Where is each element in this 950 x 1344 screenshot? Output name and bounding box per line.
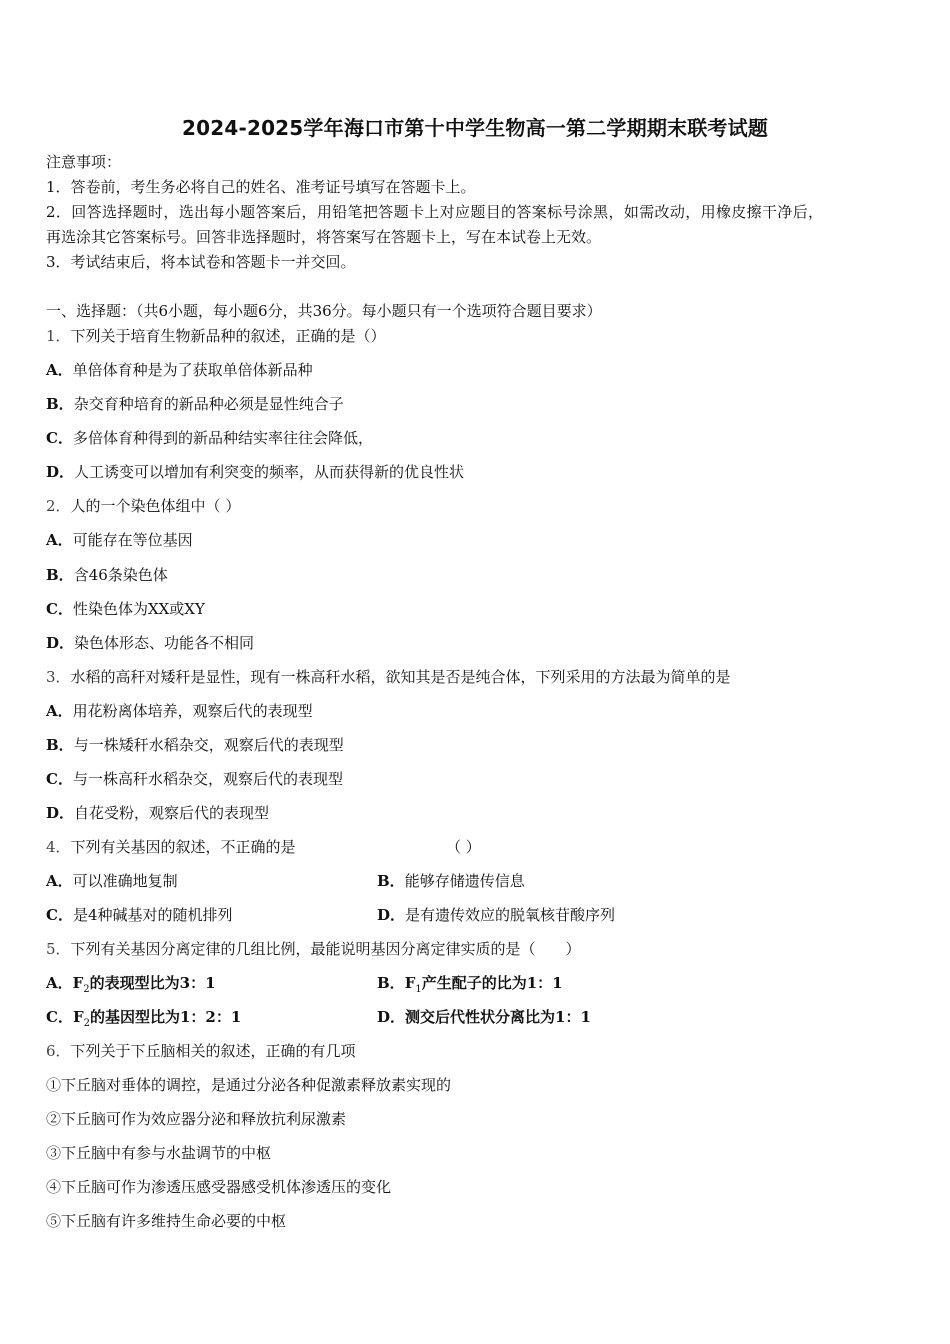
q5-option-c	[46, 1007, 241, 1027]
q1-option-b	[46, 394, 344, 414]
option-text: 能够存储遗传信息	[404, 872, 525, 890]
option-text-prefix: F	[404, 974, 416, 992]
question-5-stem	[46, 939, 581, 959]
q3-option-a	[46, 701, 313, 721]
q6-statement-2: ②下丘脑可作为效应器分泌和释放抗利尿激素	[46, 1110, 347, 1128]
question-number: 1．	[46, 327, 71, 345]
option-text: 多倍体育种得到的新品种结实率往往会降低，	[72, 429, 373, 447]
q5-option-d	[377, 1007, 591, 1027]
option-text: 含46条染色体	[73, 566, 168, 584]
section-heading: 一、选择题：（共6小题，每小题6分，共36分。每小题只有一个选项符合题目要求）	[46, 302, 602, 320]
option-letter: A．	[46, 872, 73, 890]
question-number: 5．	[46, 940, 71, 958]
q5-option-a	[46, 973, 216, 993]
option-subscript: 1	[415, 984, 422, 995]
q6-statement-4: ④下丘脑可作为渗透压感受器感受机体渗透压的变化	[46, 1178, 392, 1196]
question-text: 下列关于培育生物新品种的叙述，正确的是（）	[70, 327, 386, 345]
option-text: 人工诱变可以增加有利突变的频率，从而获得新的优良性状	[74, 463, 465, 481]
q4-option-d	[377, 905, 615, 925]
option-text: 单倍体育种是为了获取单倍体新品种	[72, 361, 313, 379]
question-number: 4．	[46, 838, 71, 856]
option-letter: A．	[46, 531, 73, 549]
q2-option-d	[46, 633, 254, 653]
option-letter: A．	[46, 974, 73, 992]
option-letter: D．	[377, 1008, 406, 1026]
notice-item-3: 3．考试结束后，将本试卷和答题卡一并交回。	[46, 253, 356, 271]
q2-option-a	[46, 530, 193, 550]
option-letter: D．	[46, 463, 75, 481]
option-letter: C．	[46, 1008, 73, 1026]
option-text: 产生配子的比为1：1	[421, 974, 563, 992]
option-letter: C．	[46, 906, 73, 924]
question-3-stem	[46, 667, 731, 687]
option-text: 染色体形态、功能各不相同	[74, 634, 255, 652]
option-letter: B．	[46, 736, 74, 754]
option-letter: B．	[46, 566, 74, 584]
question-number: 6．	[46, 1042, 71, 1060]
question-4-stem	[46, 837, 296, 857]
q1-option-a	[46, 360, 313, 380]
option-text: 是4种碱基对的随机排列	[72, 906, 233, 924]
q6-statement-5: ⑤下丘脑有许多维持生命必要的中枢	[46, 1212, 287, 1230]
q1-option-c	[46, 428, 373, 448]
q2-option-b	[46, 565, 168, 585]
option-letter: A．	[46, 361, 73, 379]
q3-option-d	[46, 803, 269, 823]
option-text: 是有遗传效应的脱氧核苷酸序列	[405, 906, 616, 924]
notice-item-2-cont: 再选涂其它答案标号。回答非选择题时，将答案写在答题卡上，写在本试卷上无效。	[46, 228, 602, 246]
question-4-bracket: （ ）	[446, 838, 481, 856]
q2-option-c	[46, 599, 205, 619]
option-text: 测交后代性状分离比为1：1	[405, 1008, 591, 1026]
option-letter: A．	[46, 702, 73, 720]
option-text: 与一株矮秆水稻杂交，观察后代的表现型	[73, 736, 344, 754]
question-number: 3．	[46, 668, 71, 686]
question-text: 下列关于下丘脑相关的叙述，正确的有几项	[70, 1042, 356, 1060]
q6-statement-1: ①下丘脑对垂体的调控，是通过分泌各种促激素释放素实现的	[46, 1076, 452, 1094]
q4-option-c	[46, 905, 233, 925]
option-subscript: 2	[83, 984, 90, 995]
question-6-stem	[46, 1041, 356, 1061]
option-text: 与一株高秆水稻杂交，观察后代的表现型	[72, 770, 343, 788]
option-text-prefix: F	[72, 1008, 84, 1026]
option-subscript: 2	[83, 1018, 90, 1029]
option-letter: D．	[46, 634, 75, 652]
option-text: 的基因型比为1：2：1	[89, 1008, 242, 1026]
option-text: 自花受粉，观察后代的表现型	[74, 804, 270, 822]
q4-option-a	[46, 871, 178, 891]
option-text: 可能存在等位基因	[72, 531, 193, 549]
option-text-prefix: F	[72, 974, 84, 992]
question-2-stem	[46, 496, 240, 516]
q4-option-b	[377, 871, 525, 891]
question-text: 下列有关基因分离定律的几组比例，最能说明基因分离定律实质的是（ ）	[70, 940, 581, 958]
question-text: 水稻的高秆对矮秆是显性，现有一株高秆水稻，欲知其是否是纯合体，下列采用的方法最为简单的是	[70, 668, 731, 686]
exam-title: 2024-2025学年海口市第十中学生物高一第二学期期末联考试题	[181, 116, 769, 140]
option-text: 可以准确地复制	[72, 872, 178, 890]
option-text: 杂交育种培育的新品种必须是显性纯合子	[73, 395, 344, 413]
option-text: 性染色体为XX或XY	[72, 600, 205, 618]
option-text: 用花粉离体培养，观察后代的表现型	[72, 702, 313, 720]
option-letter: B．	[377, 974, 405, 992]
option-letter: B．	[46, 395, 74, 413]
q6-statement-3: ③下丘脑中有参与水盐调节的中枢	[46, 1144, 272, 1162]
option-letter: D．	[377, 906, 406, 924]
option-text: 的表现型比为3：1	[89, 974, 216, 992]
option-letter: C．	[46, 429, 73, 447]
question-text: 下列有关基因的叙述，不正确的是	[70, 838, 296, 856]
notice-item-1: 1．答卷前，考生务必将自己的姓名、准考证号填写在答题卡上。	[46, 178, 476, 196]
question-text: 人的一个染色体组中（ ）	[70, 497, 241, 515]
q3-option-b	[46, 735, 344, 755]
q5-option-b	[377, 973, 563, 993]
option-letter: B．	[377, 872, 405, 890]
notice-heading: 注意事项：	[46, 153, 122, 171]
option-letter: D．	[46, 804, 75, 822]
notice-item-2: 2．回答选择题时，选出每小题答案后，用铅笔把答题卡上对应题目的答案标号涂黑，如需改动，用橡皮擦干净后，	[46, 203, 824, 221]
option-letter: C．	[46, 600, 73, 618]
question-1-stem	[46, 326, 386, 346]
question-number: 2．	[46, 497, 71, 515]
option-letter: C．	[46, 770, 73, 788]
q1-option-d	[46, 462, 464, 482]
q3-option-c	[46, 769, 343, 789]
